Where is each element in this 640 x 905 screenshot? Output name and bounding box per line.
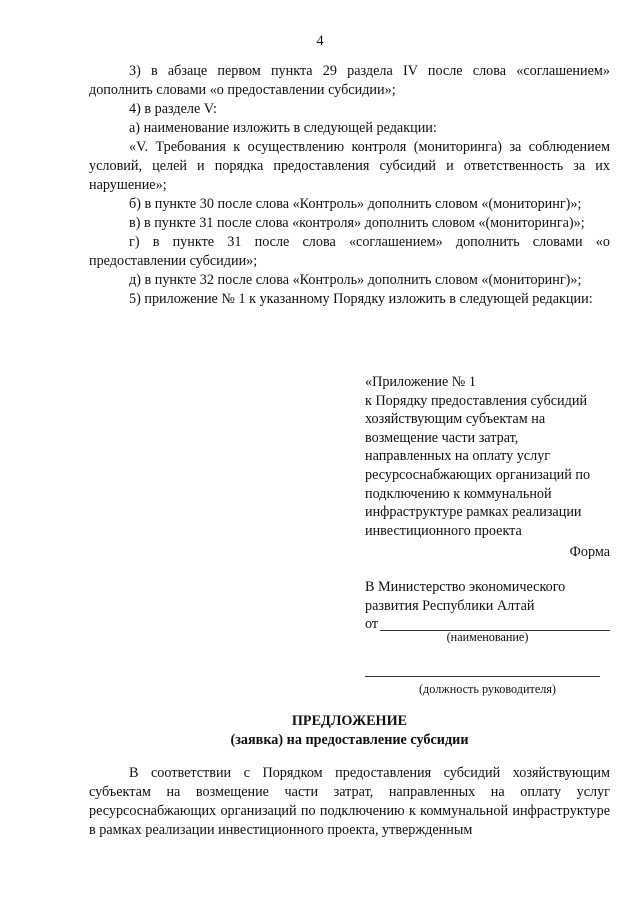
appendix-line: возмещение части затрат, [365, 429, 519, 446]
position-fill-line [365, 676, 600, 677]
amendment-paragraph: 3) в абзаце первом пункта 29 раздела IV после слова «соглашением» дополнить словами «о предоставлении субсидии»; [89, 63, 610, 98]
appendix-line: направленных на оплату услуг [365, 448, 551, 465]
amendment-paragraph: б) в пункте 30 после слова «Контроль» дополнить словом «(мониторинг)»; [129, 196, 582, 212]
closing-paragraph: В соответствии с Порядком предоставления субсидий хозяйствующим субъектам на возмещение части затрат, направленных на оплату услуг ресурсоснабжающих организаций по подключению к коммунальной инфраструктуре в рамках реализации инвестиционного проекта, утвержденным [89, 765, 610, 838]
appendix-line: ресурсоснабжающих организаций по [365, 466, 591, 483]
form-label: Форма [569, 544, 610, 560]
appendix-line: хозяйствующим субъектам на [365, 411, 546, 428]
amendment-paragraph: а) наименование изложить в следующей редакции: [129, 120, 437, 136]
appendix-line: инфраструктуре рамках реализации [365, 504, 582, 521]
addressee-line: В Министерство экономического [365, 579, 566, 595]
amendment-paragraph: в) в пункте 31 после слова «контроля» дополнить словом «(мониторинга)»; [129, 215, 585, 231]
addressee-line: развития Республики Алтай [365, 597, 535, 614]
amendment-paragraph: 4) в разделе V: [129, 101, 217, 117]
name-fill-line [380, 616, 610, 631]
appendix-header [365, 373, 610, 540]
document-title: ПРЕДЛОЖЕНИЕ [291, 713, 408, 729]
name-caption: (наименование) [446, 630, 529, 644]
appendix-line: к Порядку предоставления субсидий [365, 392, 588, 409]
appendix-line: «Приложение № 1 [365, 374, 476, 390]
closing-section [89, 764, 610, 840]
amendment-paragraph: 5) приложение № 1 к указанному Порядку изложить в следующей редакции: [129, 291, 593, 307]
appendix-line: подключению к коммунальной [365, 485, 552, 502]
addressee-block [365, 578, 610, 634]
from-label: от [365, 616, 379, 633]
amendment-list [89, 62, 610, 309]
position-caption: (должность руководителя) [419, 682, 556, 696]
amendment-paragraph: «V. Требования к осуществлению контроля (мониторинга) за соблюдением условий, целей и порядка предоставления субсидий и ответственность за их нарушение»; [89, 139, 610, 193]
amendment-paragraph: д) в пункте 32 после слова «Контроль» дополнить словом «(мониторинг)»; [129, 272, 582, 288]
amendment-paragraph: г) в пункте 31 после слова «соглашением» дополнить словами «о предоставлении субсидии»; [89, 234, 610, 269]
document-subtitle: (заявка) на предоставление субсидии [230, 732, 469, 748]
appendix-line: инвестиционного проекта [365, 522, 522, 539]
page-number: 4 [316, 33, 324, 49]
